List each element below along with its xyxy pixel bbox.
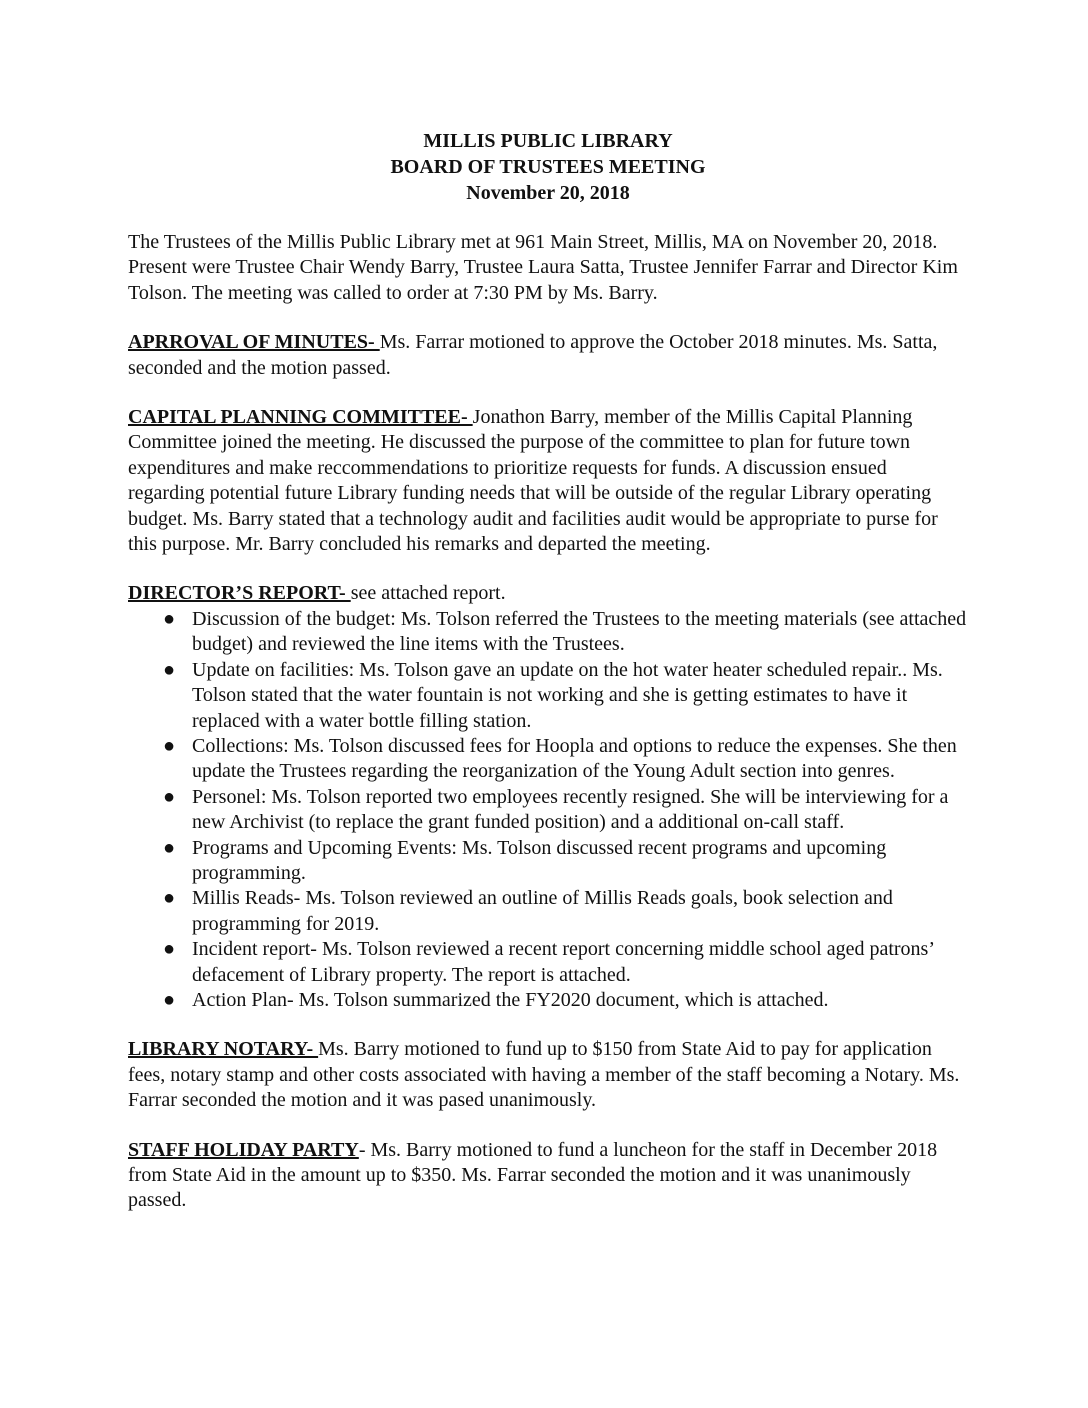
bullet-icon: ● <box>163 734 176 757</box>
approval-body: Ms. Farrar motioned to approve the October 2018 minutes. Ms. Satta, seconded and the motion passed. <box>128 331 938 379</box>
capital-planning-body: Jonathon Barry, member of the Millis Capital Planning Committee joined the meeting. He discussed the purpose of the committee to plan for future town expenditures and make reccommendations to prioritize requests for funds. A discussion ensued regarding potential future Library funding needs that will be outside of the regular Library operating budget. Ms. Barry stated that a technology audit and facilities audit would be appropriate to purse for this purpose. Mr. Barry concluded his remarks and departed the meeting. <box>128 406 938 556</box>
library-notary-body: Ms. Barry motioned to fund up to $150 from State Aid to pay for application fees, notary stamp and other costs associated with having a member of the staff becoming a Notary. Ms. Farrar seconded the motion and it was pased unanimously. <box>128 1038 960 1112</box>
list-item-text: Programs and Upcoming Events: Ms. Tolson discussed recent programs and upcoming programming. <box>192 836 887 884</box>
staff-holiday-body: - Ms. Barry motioned to fund a luncheon for the staff in December 2018 from State Aid in the amount up to $350. Ms. Farrar seconded the motion and it was unanimously passed. <box>128 1138 938 1212</box>
bullet-icon: ● <box>163 785 176 808</box>
directors-report-heading: DIRECTOR’S REPORT- <box>128 582 351 605</box>
minutes-page <box>128 128 968 1238</box>
meeting-title: BOARD OF TRUSTEES MEETING <box>390 156 706 178</box>
meeting-date: November 20, 2018 <box>466 182 630 204</box>
directors-report-list <box>128 607 968 1014</box>
list-item <box>128 836 968 887</box>
library-notary-section <box>128 1037 968 1113</box>
list-item <box>128 937 968 988</box>
bullet-icon: ● <box>163 988 176 1011</box>
list-item-text: Incident report- Ms. Tolson reviewed a recent report concerning middle school aged patrons’ defacement of Library property. The report is attached. <box>192 938 934 986</box>
list-item <box>128 785 968 836</box>
bullet-icon: ● <box>163 887 176 910</box>
list-item-text: Discussion of the budget: Ms. Tolson referred the Trustees to the meeting materials (see attached budget) and reviewed the line items with the Trustees. <box>192 607 967 656</box>
directors-report-body: see attached report. <box>350 582 506 605</box>
staff-holiday-heading: STAFF HOLIDAY PARTY <box>128 1138 359 1161</box>
bullet-icon: ● <box>163 658 176 681</box>
bullet-icon: ● <box>163 607 176 630</box>
list-item-text: Millis Reads- Ms. Tolson reviewed an outline of Millis Reads goals, book selection and programming for 2019. <box>192 887 893 935</box>
intro-paragraph: The Trustees of the Millis Public Library met at 961 Main Street, Millis, MA on November 20, 2018. Present were Trustee Chair Wendy Barry, Trustee Laura Satta, Trustee Jennifer Farrar and Director Kim Tolson. The meeting was called to order at 7:30 PM by Ms. Barry. <box>128 231 958 304</box>
bullet-icon: ● <box>163 938 176 961</box>
bullet-icon: ● <box>163 836 176 859</box>
list-item-text: Action Plan- Ms. Tolson summarized the FY2020 document, which is attached. <box>192 988 829 1011</box>
list-item <box>128 734 968 785</box>
document-header <box>128 128 968 206</box>
list-item <box>128 886 968 937</box>
directors-report-section <box>128 581 968 606</box>
staff-holiday-section <box>128 1138 968 1214</box>
approval-section <box>128 330 968 381</box>
list-item-text: Personel: Ms. Tolson reported two employees recently resigned. She will be interviewing for a new Archivist (to replace the grant funded position) and a additional on-call staff. <box>192 785 949 834</box>
capital-planning-heading: CAPITAL PLANNING COMMITTEE- <box>128 406 473 429</box>
list-item <box>128 607 968 658</box>
capital-planning-section <box>128 405 968 557</box>
list-item-text: Update on facilities: Ms. Tolson gave an update on the hot water heater scheduled repair.. Ms. Tolson stated that the water fountain is not working and she is getting estimates to have it replaced with a water bottle filling station. <box>192 658 943 732</box>
list-item <box>128 988 968 1013</box>
list-item-text: Collections: Ms. Tolson discussed fees for Hoopla and options to reduce the expenses. She then update the Trustees regarding the reorganization of the Young Adult section into genres. <box>192 734 957 783</box>
library-name: MILLIS PUBLIC LIBRARY <box>423 130 673 152</box>
approval-heading: APRROVAL OF MINUTES- <box>128 331 380 354</box>
list-item <box>128 658 968 734</box>
library-notary-heading: LIBRARY NOTARY- <box>128 1038 319 1061</box>
